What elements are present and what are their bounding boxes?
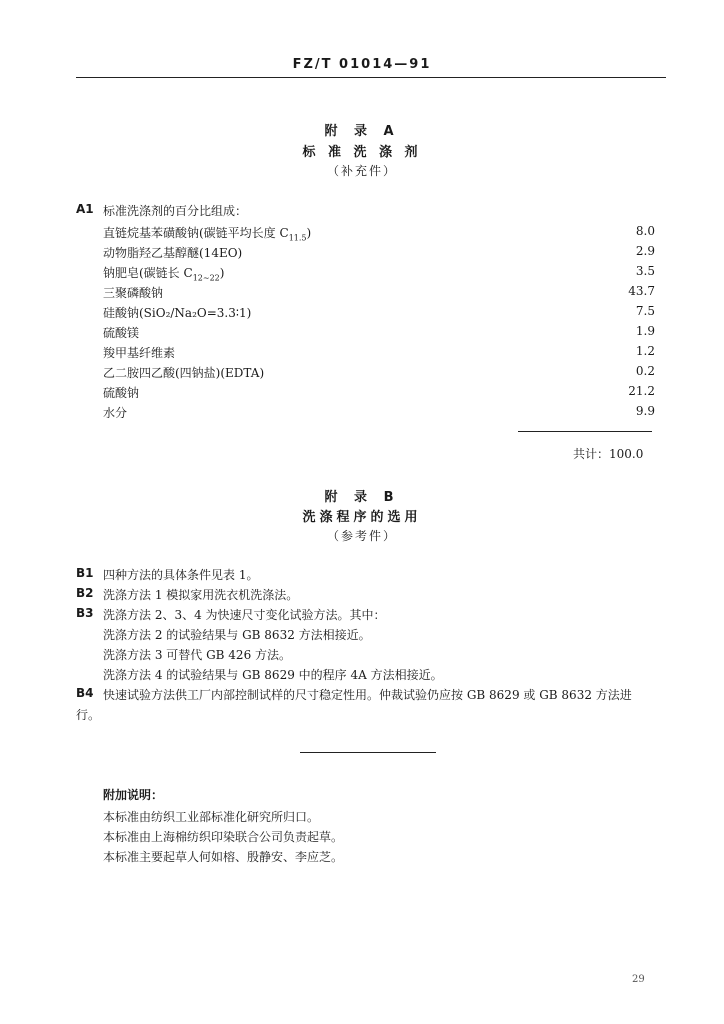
component-value: 2.9: [635, 244, 655, 258]
additional-line: 本标准由纺织工业部标准化研究所归口。: [103, 810, 320, 824]
component-name: 羧甲基纤维素: [103, 346, 176, 360]
a1-text: 标准洗涤剂的百分比组成：: [103, 204, 248, 218]
component-name: 硫酸镁: [103, 326, 140, 340]
component-name: 硅酸钠(SiO₂/Na₂O=3.3∶1): [103, 306, 252, 320]
appendix-b-subtitle: 洗涤程序的选用: [302, 510, 422, 525]
header-code: FZ/T 01014—91: [292, 57, 432, 72]
component-value: 7.5: [635, 304, 655, 318]
page-number: 29: [632, 974, 645, 985]
b2-label: B2: [76, 586, 94, 600]
appendix-a-title: 附 录 A: [324, 124, 400, 139]
component-value: 8.0: [635, 224, 655, 238]
b3-line: 洗涤方法 2 的试验结果与 GB 8632 方法相接近。: [103, 628, 371, 642]
appendix-b-title: 附 录 B: [324, 490, 400, 505]
component-name: 乙二胺四乙酸(四钠盐)(EDTA): [103, 366, 265, 380]
b3-label: B3: [76, 606, 94, 620]
b3-line: 洗涤方法 3 可替代 GB 426 方法。: [103, 648, 292, 662]
component-value: 9.9: [635, 404, 655, 418]
appendix-a-note: （补充件）: [326, 164, 397, 178]
component-name: 硫酸钠: [103, 386, 140, 400]
component-value: 0.2: [635, 364, 655, 378]
header-rule: [76, 77, 666, 78]
additional-line: 本标准由上海棉纺织印染联合公司负责起草。: [103, 830, 344, 844]
component-name: 钠肥皂(碳链长 $C_{12\sim 22}$): [103, 266, 225, 283]
b1-text: 四种方法的具体条件见表 1。: [103, 568, 259, 582]
component-name: 水分: [103, 406, 128, 420]
component-value: 3.5: [635, 264, 655, 278]
appendix-b-note: （参考件）: [326, 529, 397, 543]
component-value: 1.9: [635, 324, 655, 338]
b3-line: 洗涤方法 4 的试验结果与 GB 8629 中的程序 4A 方法相接近。: [103, 668, 443, 682]
sum-rule: [518, 431, 652, 432]
component-value: 21.2: [628, 384, 655, 398]
additional-title: 附加说明：: [103, 788, 164, 802]
total: 共计：100.0: [573, 447, 644, 461]
additional-line: 本标准主要起草人何如榕、殷静安、李应芝。: [103, 850, 344, 864]
b2-text: 洗涤方法 1 模拟家用洗衣机洗涤法。: [103, 588, 299, 602]
component-value: 43.7: [628, 284, 655, 298]
component-name: 三聚磷酸钠: [103, 286, 164, 300]
component-name: 直链烷基苯磺酸钠(碳链平均长度 $C_{11.5}$): [103, 226, 312, 243]
appendix-a-subtitle: 标 准 洗 涤 剂: [302, 145, 422, 160]
section-divider: [300, 752, 436, 753]
component-name: 动物脂羟乙基醇醚(14EO): [103, 246, 243, 260]
a1-label: A1: [76, 202, 94, 216]
b3-text: 洗涤方法 2、3、4 为快速尺寸变化试验方法。其中：: [103, 608, 386, 622]
component-value: 1.2: [635, 344, 655, 358]
b4-continuation: 行。: [76, 708, 101, 722]
b1-label: B1: [76, 566, 94, 580]
b4-text: 快速试验方法供工厂内部控制试样的尺寸稳定性用。仲裁试验仍应按 GB 8629 或 GB 8632 方法进: [103, 688, 632, 702]
b4-label: B4: [76, 686, 94, 700]
